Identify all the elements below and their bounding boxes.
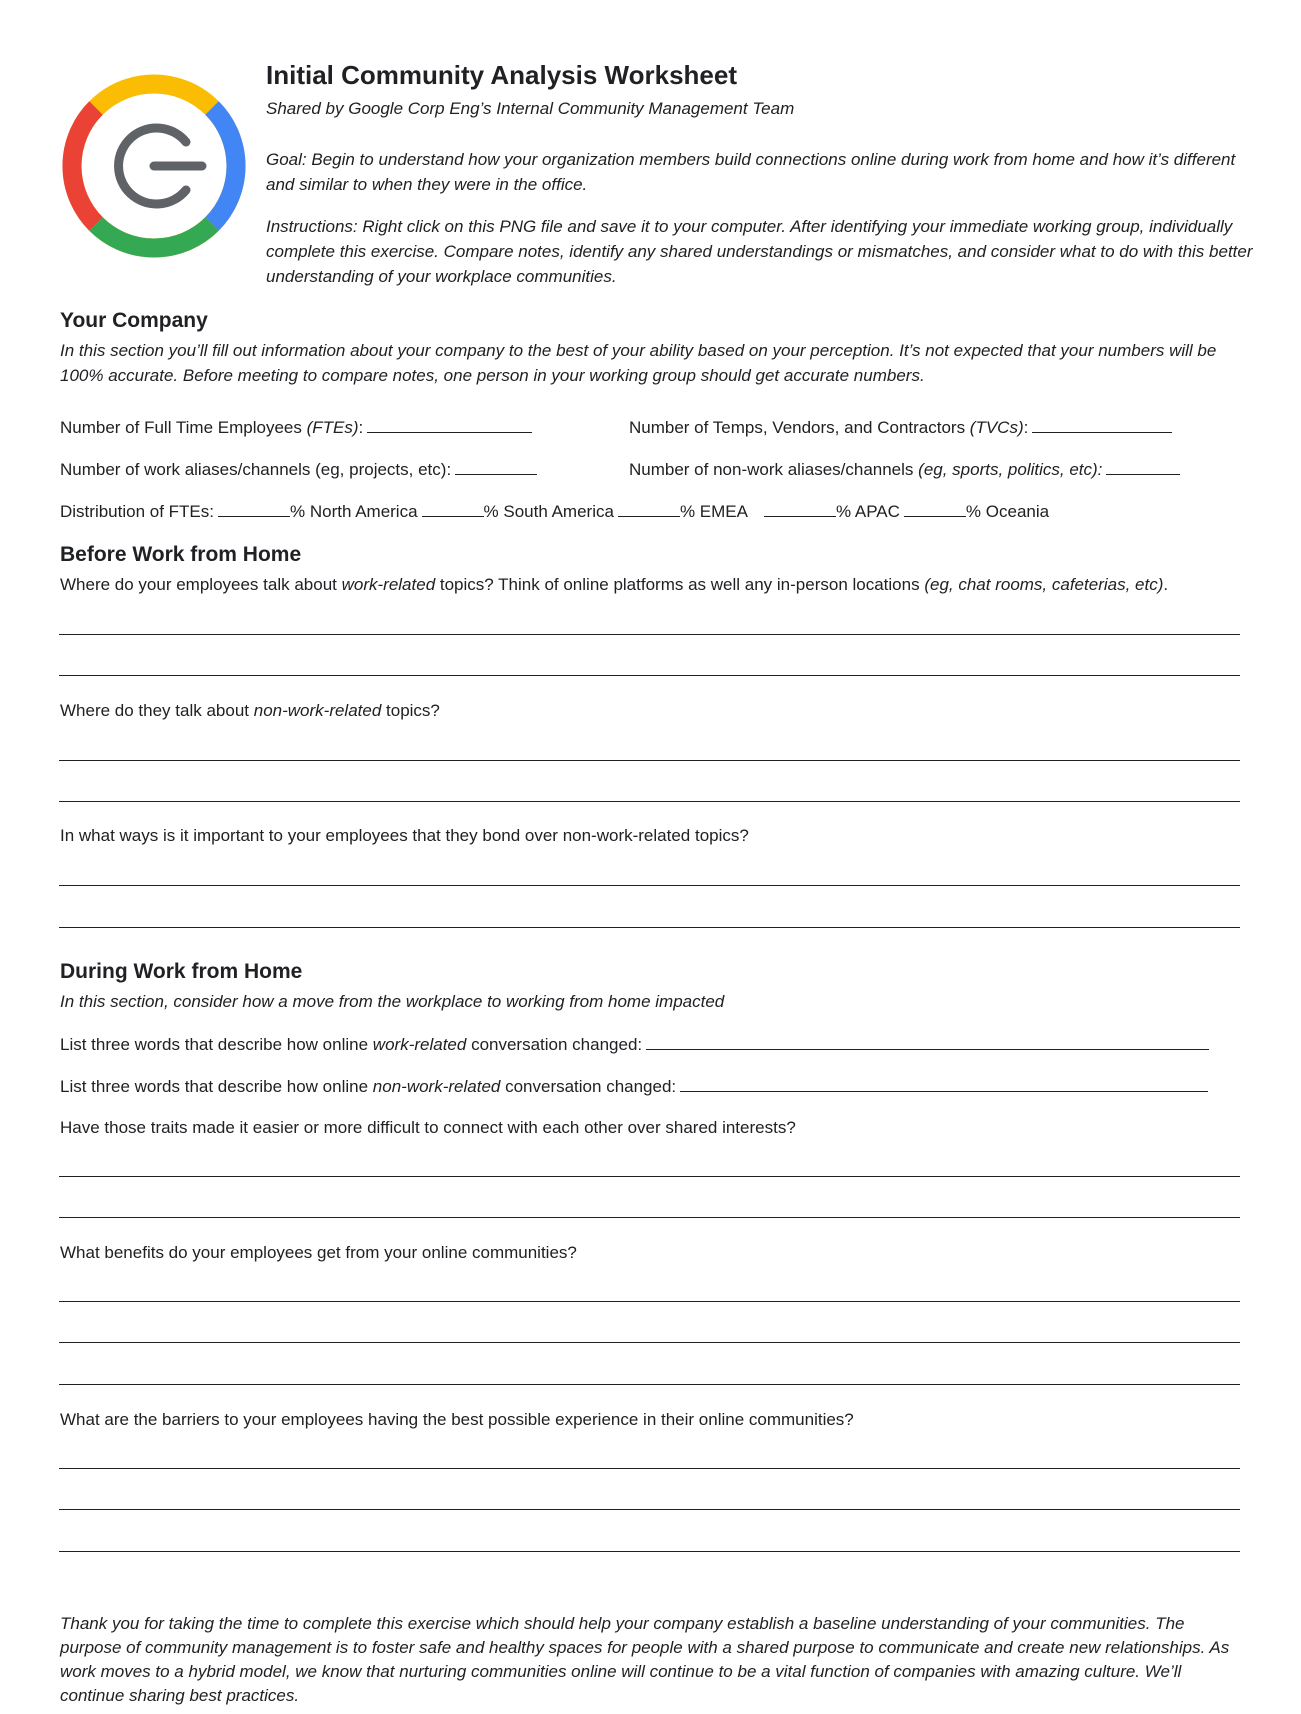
during-q1-emphasis: work-related [372,1035,467,1054]
fte-label: Number of Full Time Employees [60,418,307,437]
answer-line[interactable] [59,927,1240,928]
section-heading-before-wfh: Before Work from Home [60,543,302,566]
work-aliases-blank[interactable] [455,458,537,475]
community-logo-icon [62,74,246,258]
nonwork-aliases-blank[interactable] [1106,458,1180,475]
before-q1-text: Where do your employees talk about [60,575,342,594]
fte-blank[interactable] [367,416,532,433]
during-q3: Have those traits made it easier or more difficult to connect with each other over shared interests? [60,1118,796,1137]
distribution-blank-emea[interactable] [618,500,680,517]
tvc-field [629,416,1172,439]
during-q5: What are the barriers to your employees having the best possible experience in their online communities? [60,1410,854,1429]
before-q2-emphasis: non-work-related [253,701,382,720]
answer-line[interactable] [59,1468,1240,1469]
page-title: Initial Community Analysis Worksheet [266,60,737,90]
answer-line[interactable] [59,1342,1240,1343]
region-apac: % APAC [835,502,900,521]
answer-line[interactable] [59,1176,1240,1177]
before-q1 [60,574,1168,596]
answer-line[interactable] [59,634,1240,635]
work-aliases-field [60,458,537,481]
before-q1-examples: (eg, chat rooms, cafeterias, etc) [924,575,1164,594]
during-q1 [60,1033,1209,1056]
distribution-label: Distribution of FTEs: [60,502,214,521]
nonwork-aliases-label: Number of non-work aliases/channels [629,460,919,479]
nonwork-aliases-field [629,458,1180,481]
answer-line[interactable] [59,885,1240,886]
answer-line[interactable] [59,1301,1240,1302]
fte-abbr: (FTEs) [306,418,359,437]
before-q1-text-mid: topics? Think of online platforms as well any in-person locations [435,575,925,594]
before-q2-text: Where do they talk about [60,701,254,720]
answer-line[interactable] [59,760,1240,761]
during-q2-emphasis: non-work-related [372,1077,501,1096]
during-q2-blank[interactable] [680,1075,1208,1092]
during-wfh-intro: In this section, consider how a move from the workplace to working from home impacted [60,992,725,1011]
goal-text: Goal: Begin to understand how your organization members build connections online during work from home and how it’s different and similar to when they were in the office. [266,150,1236,194]
distribution-field [60,500,1049,523]
tvc-colon: : [1023,418,1029,437]
distribution-blank-apac[interactable] [764,500,836,517]
section-heading-during-wfh: During Work from Home [60,960,303,983]
during-q2-end: conversation changed: [500,1077,677,1096]
before-q1-emphasis: work-related [341,575,436,594]
before-q1-end: . [1163,575,1169,594]
during-q4: What benefits do your employees get from your online communities? [60,1243,577,1262]
closing-note: Thank you for taking the time to complete this exercise which should help your company establish a baseline understanding of your communities. The purpose of community management is to foster safe and healthy spaces for people with a shared purpose to communicate and create new relationships. As work moves to a hybrid model, we know that nurturing communities online will continue to be a vital function of companies with amazing culture. We’ll continue sharing best practices. [60,1614,1230,1705]
region-oceania: % Oceania [965,502,1050,521]
tvc-abbr: (TVCs) [969,418,1024,437]
answer-line[interactable] [59,1384,1240,1385]
during-q1-text: List three words that describe how online [60,1035,373,1054]
answer-line[interactable] [59,1217,1240,1218]
before-q2-end: topics? [381,701,440,720]
answer-line[interactable] [59,1509,1240,1510]
section-heading-your-company: Your Company [60,309,208,332]
tvc-blank[interactable] [1032,416,1172,433]
distribution-blank-north-america[interactable] [218,500,290,517]
during-q2 [60,1075,1208,1098]
region-north-america: % North America [290,502,418,521]
instructions-text: Instructions: Right click on this PNG file and save it to your computer. After identifying your immediate working group, individually complete this exercise. Compare notes, identify any shared understandings or mismatches, and consider what to do with this better understanding of your workplace communities. [266,217,1253,286]
fte-colon: : [358,418,364,437]
during-q1-end: conversation changed: [466,1035,643,1054]
distribution-blank-oceania[interactable] [904,500,966,517]
during-q1-blank[interactable] [646,1033,1209,1050]
answer-line[interactable] [59,675,1240,676]
answer-line[interactable] [59,1551,1240,1552]
during-q2-text: List three words that describe how online [60,1077,373,1096]
region-emea: % EMEA [679,502,748,521]
page-subtitle: Shared by Google Corp Eng’s Internal Community Management Team [266,99,795,118]
before-q3: In what ways is it important to your employees that they bond over non-work-related topics? [60,826,749,845]
nonwork-aliases-eg: (eg, sports, politics, etc): [918,460,1103,479]
work-aliases-label: Number of work aliases/channels (eg, projects, etc): [60,460,452,479]
before-q2 [60,700,440,722]
distribution-blank-south-america[interactable] [422,500,484,517]
your-company-intro: In this section you’ll fill out information about your company to the best of your ability based on your perception. It’s not expected that your numbers will be 100% accurate. Before meeting to compare notes, one person in your working group should get accurate numbers. [60,341,1217,385]
fte-field [60,416,532,439]
tvc-label: Number of Temps, Vendors, and Contractors [629,418,970,437]
region-south-america: % South America [483,502,614,521]
answer-line[interactable] [59,801,1240,802]
